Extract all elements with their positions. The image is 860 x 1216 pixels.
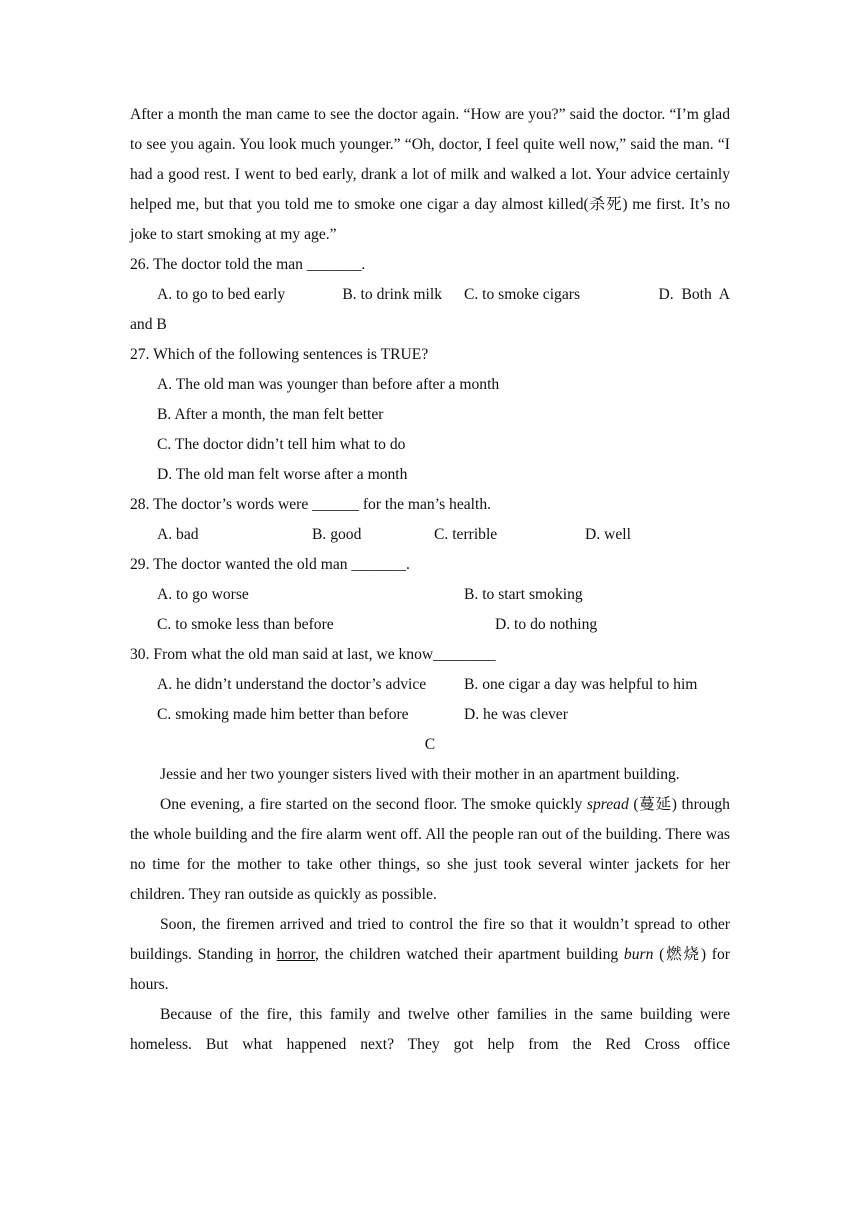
q26-option-d-wrap: and B	[130, 316, 167, 333]
p3-emphasis-burn: burn	[623, 946, 654, 963]
q26-option-b: B. to drink milk	[342, 286, 442, 303]
p3-text-middle: , the children watched their apartment building	[315, 946, 624, 963]
question-27-stem: 27. Which of the following sentences is TRUE?	[130, 346, 429, 363]
q30-option-c: C. smoking made him better than before	[157, 706, 409, 723]
p2-text-after: (蔓延) through the whole building and the fire alarm went off. All the people ran out of the building. There was no time for the mother to take other things, so she just took several winter jackets for her children. They ran outside as quickly as possible.	[130, 796, 730, 903]
q27-option-d: D. The old man felt worse after a month	[157, 466, 408, 483]
question-26-options	[130, 280, 730, 310]
section-c-paragraph-4: Because of the fire, this family and twelve other families in the same building were homeless. But what happened next? They got help from the Red Cross office	[130, 1006, 730, 1053]
q30-option-a: A. he didn’t understand the doctor’s advice	[157, 676, 427, 693]
question-26-stem: 26. The doctor told the man _______.	[130, 256, 366, 273]
section-c-paragraph-2	[130, 790, 730, 910]
q26-option-d: D. Both A	[658, 286, 730, 303]
p3-text-after: (燃烧) for hours.	[130, 946, 730, 993]
q30-option-d: D. he was clever	[464, 706, 568, 723]
q26-option-a: A. to go to bed early	[157, 286, 286, 303]
question-28-stem: 28. The doctor’s words were ______ for the man’s health.	[130, 496, 492, 513]
q28-option-b: B. good	[312, 526, 362, 543]
q28-option-c: C. terrible	[434, 526, 498, 543]
section-c-paragraph-1: Jessie and her two younger sisters lived with their mother in an apartment building.	[160, 766, 680, 783]
document-page	[130, 100, 730, 1060]
p2-emphasis-spread: spread	[586, 796, 629, 813]
p3-underline-horror: horror	[276, 946, 316, 963]
q27-option-b: B. After a month, the man felt better	[157, 406, 384, 423]
q26-option-c: C. to smoke cigars	[463, 286, 581, 303]
question-30-stem: 30. From what the old man said at last, we know________	[130, 646, 496, 663]
passage-b-ending: After a month the man came to see the doctor again. “How are you?” said the doctor. “I’m glad to see you again. You look much younger.” “Oh, doctor, I feel quite well now,” said the man. “I had a good rest. I went to bed early, drank a lot of milk and walked a lot. Your advice certainly helped me, but that you told me to smoke one cigar a day almost killed(杀死) me first. It’s no joke to start smoking at my age.”	[130, 106, 730, 243]
section-c-heading: C	[424, 736, 436, 753]
q28-option-a: A. bad	[157, 526, 199, 543]
question-29-options-row1	[130, 580, 730, 610]
question-29-options-row2	[130, 610, 730, 640]
section-c-paragraph-3	[130, 910, 730, 1000]
q30-option-b: B. one cigar a day was helpful to him	[464, 676, 698, 693]
q29-option-c: C. to smoke less than before	[157, 616, 334, 633]
q27-option-a: A. The old man was younger than before after a month	[157, 376, 500, 393]
q27-option-c: C. The doctor didn’t tell him what to do	[157, 436, 406, 453]
question-28-options	[130, 520, 730, 550]
question-30-options-row2	[130, 700, 730, 730]
q29-option-a: A. to go worse	[157, 586, 249, 603]
q29-option-d: D. to do nothing	[495, 616, 598, 633]
p2-text-before: One evening, a fire started on the second floor. The smoke quickly	[160, 796, 587, 813]
question-29-stem: 29. The doctor wanted the old man _______.	[130, 556, 410, 573]
question-30-options-row1	[130, 670, 730, 700]
q28-option-d: D. well	[585, 526, 631, 543]
p3-text-before: Soon, the firemen arrived and tried to control the fire so that it wouldn’t spread to other buildings. Standing in	[130, 916, 730, 963]
q29-option-b: B. to start smoking	[464, 586, 583, 603]
